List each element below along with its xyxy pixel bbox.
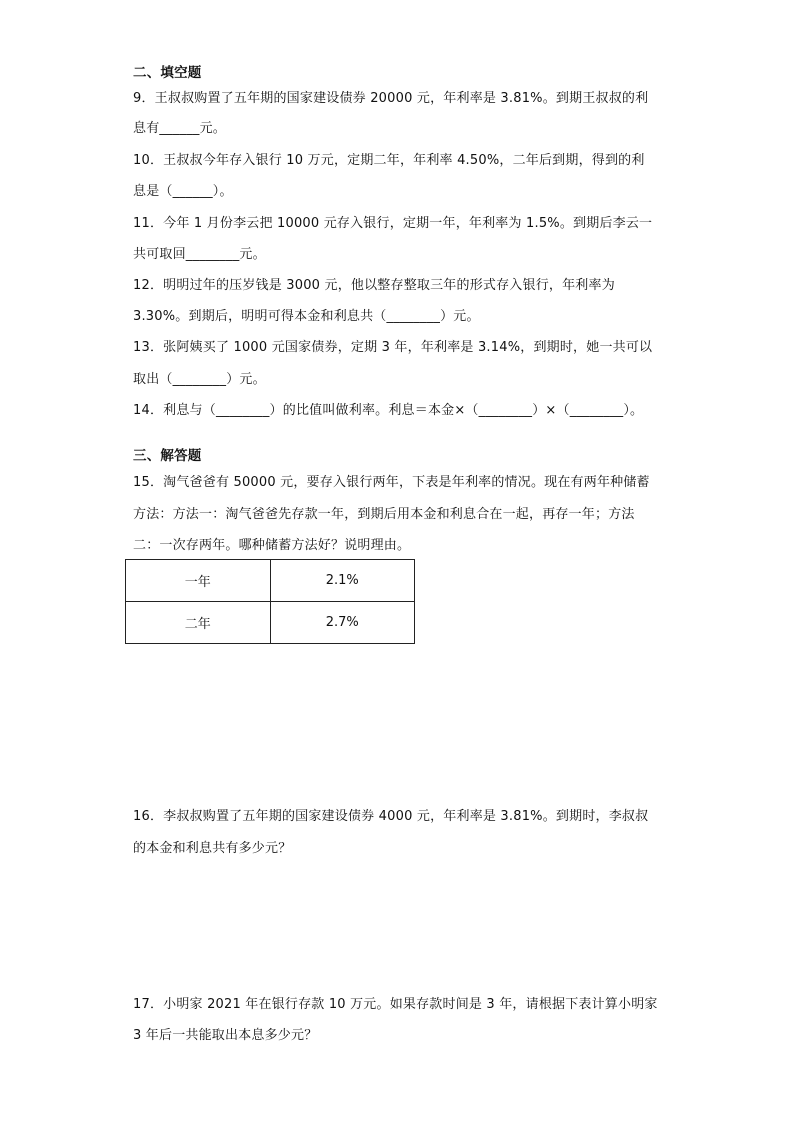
- question-15-line-1: 15．淘气爸爸有 50000 元，要存入银行两年，下表是年利率的情况。现在有两年种储蓄: [133, 475, 650, 490]
- question-10-line-1: 10．王叔叔今年存入银行 10 万元，定期二年，年利率 4.50%，二年后到期，得到的利: [133, 153, 645, 168]
- question-13-line-1: 13．张阿姨买了 1000 元国家债券，定期 3 年，年利率是 3.14%，到期时，她一共可以: [133, 340, 653, 355]
- question-9-line-1: 9．王叔叔购置了五年期的国家建设债券 20000 元，年利率是 3.81%。到期王叔叔的利: [133, 91, 649, 106]
- rate-term-cell: 一年: [126, 560, 271, 602]
- question-10-line-2: 息是（______）。: [133, 184, 233, 199]
- question-15-line-2: 方法：方法一：淘气爸爸先存款一年，到期后用本金和利息合在一起，再存一年；方法: [133, 507, 635, 522]
- question-11-line-2: 共可取回________元。: [133, 247, 266, 262]
- interest-rate-table: [125, 559, 415, 644]
- question-13-line-2: 取出（________）元。: [133, 372, 266, 387]
- question-16-line-2: 的本金和利息共有多少元？: [133, 841, 292, 856]
- rate-value-cell: 2.1%: [270, 560, 415, 602]
- question-15-line-3: 二：一次存两年。哪种储蓄方法好？说明理由。: [133, 538, 411, 553]
- question-14-line-1: 14．利息与（________）的比值叫做利率。利息＝本金×（________）×（________）。: [133, 403, 644, 418]
- question-12-line-2: 3.30%。到期后，明明可得本金和利息共（________）元。: [133, 309, 480, 324]
- question-17-line-2: 3 年后一共能取出本息多少元？: [133, 1028, 318, 1043]
- question-11-line-1: 11．今年 1 月份李云把 10000 元存入银行，定期一年，年利率为 1.5%。到期后李云一: [133, 216, 653, 231]
- question-17-line-1: 17．小明家 2021 年在银行存款 10 万元。如果存款时间是 3 年，请根据下表计算小明家: [133, 997, 658, 1012]
- table-row: [126, 602, 415, 644]
- section-answer-heading: 三、解答题: [133, 448, 202, 464]
- rate-term-cell: 二年: [126, 602, 271, 644]
- question-16-line-1: 16．李叔叔购置了五年期的国家建设债券 4000 元，年利率是 3.81%。到期时，李叔叔: [133, 809, 649, 824]
- rate-value-cell: 2.7%: [270, 602, 415, 644]
- question-9-line-2: 息有______元。: [133, 121, 227, 136]
- question-12-line-1: 12．明明过年的压岁钱是 3000 元，他以整存整取三年的形式存入银行，年利率为: [133, 278, 615, 293]
- section-fill-in-heading: 二、填空题: [133, 65, 202, 81]
- table-row: [126, 560, 415, 602]
